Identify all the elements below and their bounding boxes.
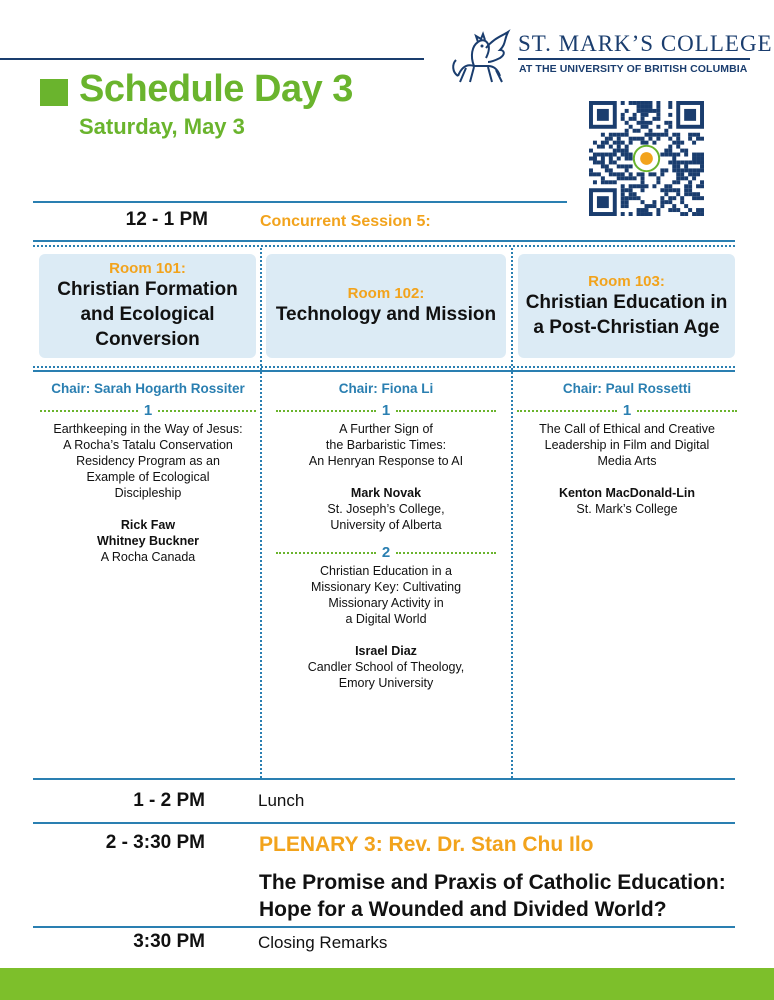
- talk-speakers: Mark Novak: [350, 486, 422, 500]
- room-102-column: [264, 381, 508, 691]
- talk-number-row: [264, 545, 508, 561]
- room-title: Technology and Mission: [275, 304, 497, 325]
- chair-label: Chair: Paul Rossetti: [562, 381, 692, 396]
- qr-code-icon[interactable]: [589, 101, 704, 216]
- lunch-top-rule: [33, 778, 735, 780]
- plenary-bottom-rule: [33, 926, 735, 928]
- page-title: Schedule Day 3: [79, 68, 353, 110]
- talk-title: The Call of Ethical and Creative Leadership in Film and Digital Media Arts: [539, 422, 715, 468]
- room-box-102: [266, 254, 506, 358]
- top-rule: [0, 58, 424, 60]
- room-number: Room 101:: [109, 260, 186, 277]
- room-number: Room 103:: [588, 272, 665, 290]
- room-103-column: [516, 381, 738, 517]
- talk-number: 1: [622, 402, 632, 419]
- rooms-dotted-rule: [33, 366, 735, 368]
- talk-affiliation: St. Joseph’s College, University of Alberta: [327, 502, 445, 532]
- talk-title: Earthkeeping in the Way of Jesus: A Rocha’s Tatalu Conservation Residency Program as an Example of Ecological Discipleship: [53, 422, 243, 500]
- plenary-title: The Promise and Praxis of Catholic Education: Hope for a Wounded and Divided World?: [259, 871, 726, 921]
- talk-affiliation: Candler School of Theology, Emory University: [307, 660, 465, 690]
- room-box-103: [518, 254, 735, 358]
- room-101-column: [40, 381, 256, 565]
- column-divider: [260, 248, 262, 778]
- talk-title: Christian Education in a Missionary Key: Cultivating Missionary Activity in a Digital World: [310, 564, 462, 626]
- chair-label: Chair: Fiona Li: [338, 381, 434, 396]
- talk-number-row: [40, 403, 256, 419]
- talk-number-row: [264, 403, 508, 419]
- lunch-bottom-rule: [33, 822, 735, 824]
- room-title: Christian Education in a Post-Christian Age: [525, 291, 728, 338]
- session-top-rule: [33, 201, 567, 203]
- lunch-label: Lunch: [258, 791, 305, 810]
- talk-affiliation: St. Mark’s College: [576, 502, 678, 516]
- chair-label: Chair: Sarah Hogarth Rossiter: [51, 381, 245, 396]
- talk-speakers: Rick Faw Whitney Buckner: [96, 518, 200, 548]
- talk-title: A Further Sign of the Barbaristic Times: An Henryan Response to AI: [308, 422, 464, 468]
- room-number: Room 102:: [347, 285, 425, 302]
- talk-number: 1: [381, 402, 391, 419]
- talk-affiliation: A Rocha Canada: [100, 550, 196, 564]
- column-divider: [511, 248, 513, 778]
- heading-square-icon: [40, 79, 68, 106]
- talk-speakers: Israel Diaz: [355, 644, 417, 658]
- talk-number: 2: [381, 544, 391, 561]
- logo-subtitle: AT THE UNIVERSITY OF BRITISH COLUMBIA: [519, 63, 748, 75]
- room-box-101: [39, 254, 256, 358]
- plenary-time: 2 - 3:30 PM: [105, 832, 205, 853]
- page-date: Saturday, May 3: [79, 114, 245, 139]
- closing-time: 3:30 PM: [133, 931, 205, 952]
- lunch-time: 1 - 2 PM: [133, 790, 205, 811]
- session-label: Concurrent Session 5:: [260, 213, 431, 230]
- griffin-lion-icon: [448, 26, 512, 86]
- talk-speakers: Kenton MacDonald-Lin: [558, 486, 696, 500]
- session-time: 12 - 1 PM: [125, 209, 208, 230]
- session-dotted-rule: [33, 245, 735, 247]
- session-rule: [33, 240, 735, 242]
- footer-bar: [0, 968, 774, 1000]
- closing-label: Closing Remarks: [258, 933, 388, 952]
- logo-divider: [518, 58, 750, 60]
- talk-number-row: [516, 403, 738, 419]
- room-title: Christian Formation and Ecological Conversion: [57, 279, 238, 350]
- rooms-rule: [33, 370, 735, 372]
- logo-title: ST. MARK’S COLLEGE: [518, 31, 773, 56]
- plenary-speaker: PLENARY 3: Rev. Dr. Stan Chu Ilo: [259, 833, 594, 856]
- talk-number: 1: [143, 402, 153, 419]
